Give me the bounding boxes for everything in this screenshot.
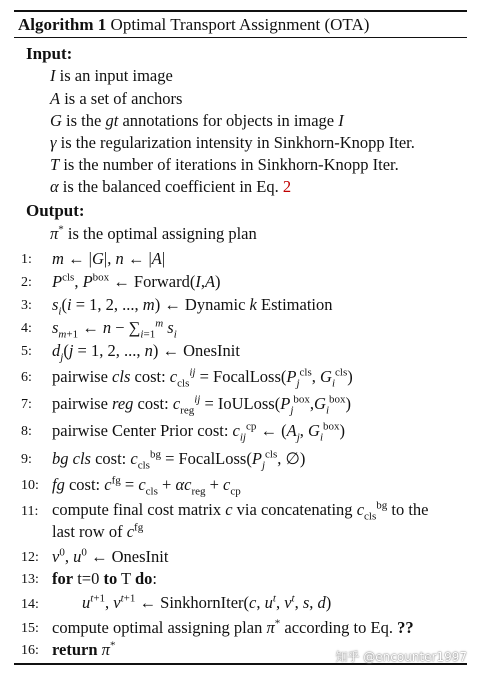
input-header: Input: (26, 44, 73, 63)
line-number: 4: (21, 321, 32, 336)
line-number: 1: (21, 252, 32, 267)
line-number: 9: (21, 452, 32, 467)
line-number: 8: (21, 424, 32, 439)
line-number: 10: (21, 478, 39, 493)
line-number: 6: (21, 370, 32, 385)
algo-line-10: fg cost: $c^{fg} = c_{cls} + \alpha c_{reg} + c_{cp}$ (52, 474, 241, 498)
algo-line-11a: compute final cost matrix c via concatenating $c_{cls}^{bg}$ to the (52, 499, 429, 523)
input-item: I is an input image (50, 66, 173, 85)
algo-line-14: $u^{t+1}$, $v^{t+1}$ ← SinkhornIter(c, $u^t$, $v^t$, s, d) (82, 592, 332, 612)
line-number: 7: (21, 397, 32, 412)
line-number: 15: (21, 621, 39, 636)
algo-line-3: $s_i(i = 1$, 2, ..., m) ← Dynamic k Estimation (52, 295, 333, 318)
algo-line-6: pairwise cls cost: $c_{cls}^{ij}$ = $FocalLoss(P_j^{cls}$, $G_i^{cls}$) (52, 366, 353, 390)
algorithm-box (14, 10, 467, 38)
algo-line-4: $s_{m+1}$ ← $n - \sum_{i=1}^m$ $s_i$ (52, 317, 177, 341)
line-number: 5: (21, 344, 32, 359)
title-rule (14, 37, 467, 38)
input-item: α is the balanced coefficient in Eq. 2 (50, 177, 292, 196)
line-number: 16: (21, 643, 39, 658)
line-number: 2: (21, 275, 32, 290)
algorithm-title (14, 12, 467, 37)
line-number: 11: (21, 504, 39, 519)
input-item: T is the number of iterations in Sinkhorn-Knopp Iter. (50, 155, 399, 174)
algo-line-13: for t=0 to T do: (52, 569, 157, 588)
algo-line-8: pairwise Center Prior cost: $c_{ij}^{cp}$ ← ($A_j$, $G_i^{box}$) (52, 420, 346, 444)
algo-line-7: pairwise reg cost: $c_{reg}^{ij}$ = $IoULoss(P_j^{box},G_i^{box})$ (52, 393, 351, 417)
input-item: γ is the regularization intensity in Sinkhorn-Knopp Iter. (50, 133, 415, 152)
line-number: 13: (21, 572, 39, 587)
input-item: A is a set of anchors (50, 89, 183, 108)
algo-line-1: m ← |G|, n ← |A| (52, 249, 166, 268)
algo-line-2: $P^{cls}$, $P^{box}$ ← Forward(I,A) (52, 271, 221, 291)
algorithm-name: Optimal Transport Assignment (OTA) (110, 15, 370, 34)
input-item: G is the gt annotations for objects in image I (50, 111, 344, 130)
watermark: 知乎 @encounter1997 (335, 650, 467, 664)
line-number: 12: (21, 550, 39, 565)
algo-line-15: compute optimal assigning plan π* according to Eq. ?? (52, 617, 414, 637)
line-number: 14: (21, 597, 39, 612)
algo-line-9: bg cls cost: $c_{cls}^{bg}$ = $FocalLoss(P_j^{cls}$, ∅) (52, 448, 306, 472)
equation-reference: 2 (282, 177, 292, 196)
output-item: π* is the optimal assigning plan (50, 223, 257, 243)
output-header: Output: (26, 201, 85, 220)
algo-line-12: $v^0$, $u^0$ ← OnesInit (52, 546, 169, 566)
algo-line-16: return π* (52, 639, 116, 659)
algorithm-number: Algorithm 1 (18, 15, 107, 34)
algo-line-11b: last row of $c^{fg}$ (52, 521, 144, 541)
algo-line-5: $d_j(j = 1$, 2, ..., n) ← OnesInit (52, 341, 240, 364)
line-number: 3: (21, 298, 32, 313)
